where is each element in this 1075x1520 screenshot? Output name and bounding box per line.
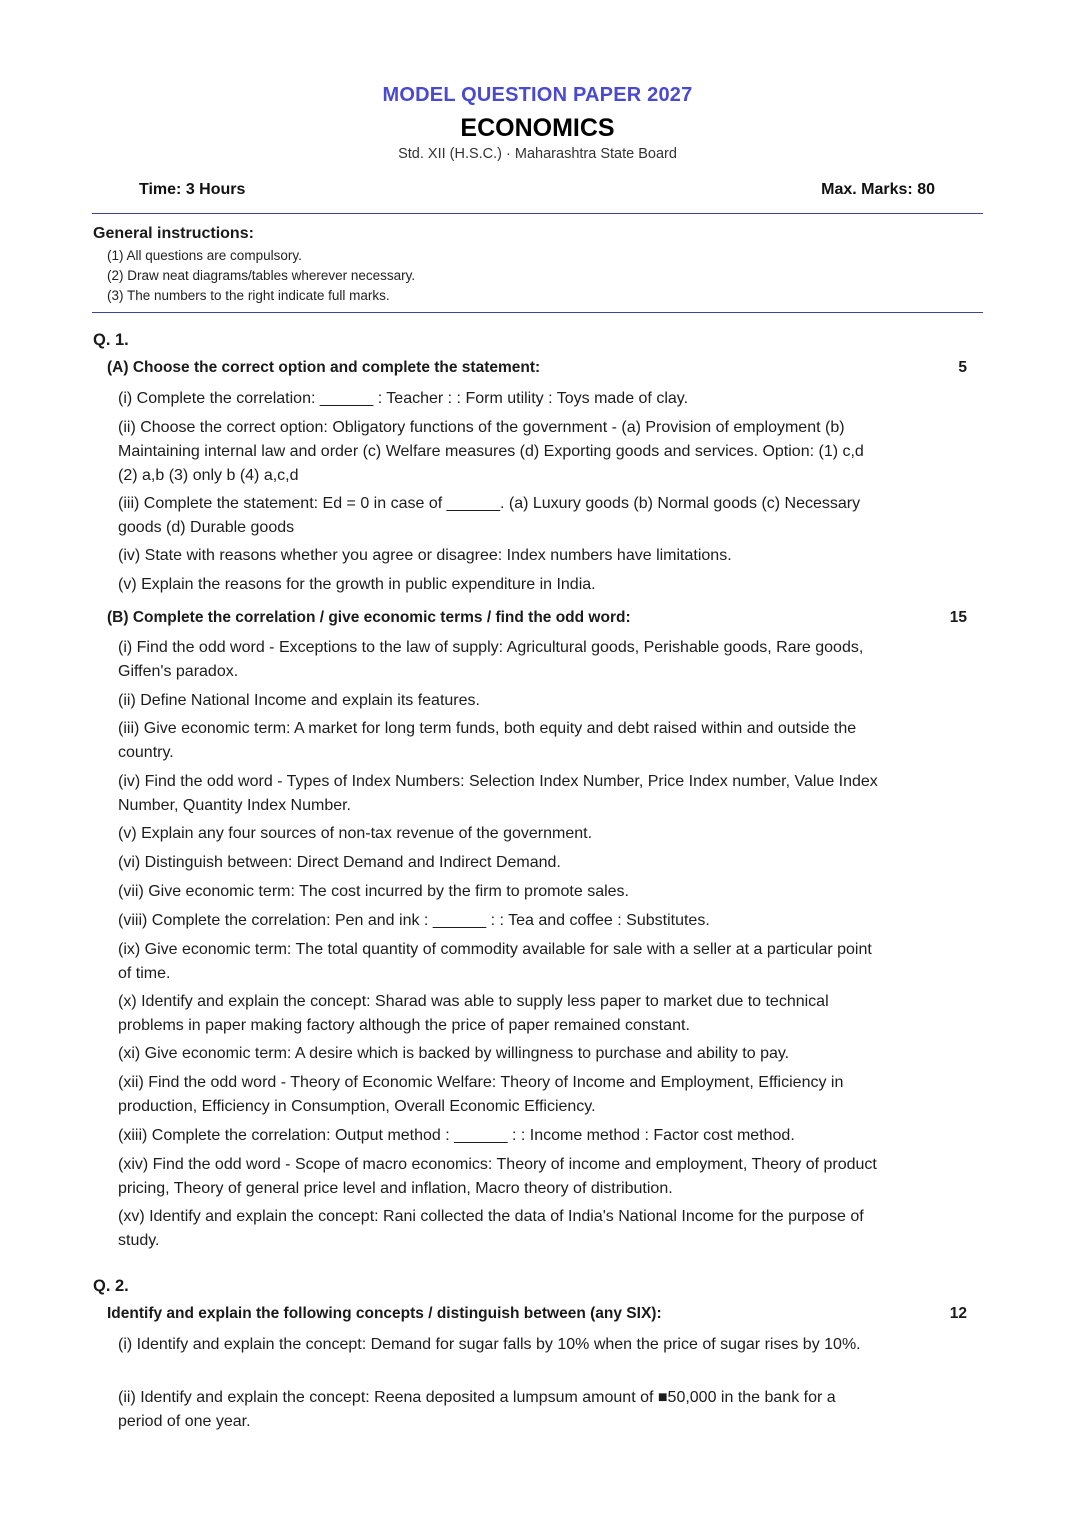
question-item: (vii) Give economic term: The cost incurred by the firm to promote sales. (118, 883, 629, 900)
instruction-item: (2) Draw neat diagrams/tables wherever necessary. (107, 268, 416, 283)
question-2-heading: Identify and explain the following concepts / distinguish between (any SIX): (107, 1305, 662, 1322)
section-a-marks: 5 (958, 359, 967, 376)
question-item: (xiv) Find the odd word - Scope of macro economics: Theory of income and employment, Theory of product pricing, Theory of general price level and inflation, Macro theory of distribution. (118, 1156, 877, 1197)
question-item: (xii) Find the odd word - Theory of Economic Welfare: Theory of Income and Employment, Efficiency in production, Efficiency in Consumption, Overall Economic Efficiency. (118, 1074, 844, 1115)
question-item: (v) Explain any four sources of non-tax revenue of the government. (118, 825, 593, 842)
instruction-item: (3) The numbers to the right indicate full marks. (107, 288, 390, 303)
question-item: (xiii) Complete the correlation: Output method : ______ : : Income method : Factor cost method. (118, 1127, 795, 1144)
question-item: (v) Explain the reasons for the growth in public expenditure in India. (118, 576, 596, 593)
question-item: (i) Find the odd word - Exceptions to the law of supply: Agricultural goods, Perishable goods, Rare goods, Giffen's paradox. (118, 639, 864, 680)
subject-title: ECONOMICS (460, 114, 615, 142)
time-label: Time: 3 Hours (139, 181, 246, 198)
section-b-marks: 15 (949, 609, 967, 626)
question-item: (viii) Complete the correlation: Pen and ink : ______ : : Tea and coffee : Substitutes. (118, 912, 710, 929)
paper-title: MODEL QUESTION PAPER 2027 (382, 84, 693, 106)
question-2-label: Q. 2. (93, 1277, 129, 1295)
question-item: (ii) Choose the correct option: Obligatory functions of the government - (a) Provision of employment (b) Maintaining internal law and order (c) Welfare measures (d) Exporting goods and services. Option: (1) c,d (2) a,b (3) only b (4) a,c,d (118, 419, 864, 484)
question-item: (ii) Define National Income and explain its features. (118, 692, 480, 709)
section-a-heading: (A) Choose the correct option and complete the statement: (107, 359, 541, 376)
question-item: (iv) Find the odd word - Types of Index Numbers: Selection Index Number, Price Index number, Value Index Number, Quantity Index Number. (118, 773, 878, 814)
max-marks-label: Max. Marks: 80 (821, 181, 935, 198)
section-b-heading: (B) Complete the correlation / give economic terms / find the odd word: (107, 609, 631, 626)
instructions-heading: General instructions: (93, 225, 254, 242)
question-item: (x) Identify and explain the concept: Sharad was able to supply less paper to market due to technical problems in paper making factory although the price of paper remained constant. (118, 993, 829, 1034)
instruction-item: (1) All questions are compulsory. (107, 248, 302, 263)
header-divider (92, 213, 983, 214)
question-2-marks: 12 (949, 1305, 967, 1322)
question-item: (xi) Give economic term: A desire which is backed by willingness to purchase and ability to pay. (118, 1045, 790, 1062)
board-subtitle: Std. XII (H.S.C.) · Maharashtra State Board (398, 146, 677, 162)
question-item: (ix) Give economic term: The total quantity of commodity available for sale with a seller at a particular point of time. (118, 941, 872, 982)
question-item: (ii) Identify and explain the concept: Reena deposited a lumpsum amount of ■50,000 in the bank for a period of one year. (118, 1389, 836, 1430)
question-item: (iii) Give economic term: A market for long term funds, both equity and debt raised within and outside the country. (118, 720, 857, 761)
question-item: (xv) Identify and explain the concept: Rani collected the data of India's National Income for the purpose of study. (118, 1208, 864, 1249)
question-item: (vi) Distinguish between: Direct Demand and Indirect Demand. (118, 854, 561, 871)
question-item: (iv) State with reasons whether you agree or disagree: Index numbers have limitations. (118, 547, 732, 564)
question-item: (iii) Complete the statement: Ed = 0 in case of ______. (a) Luxury goods (b) Normal goods (c) Necessary goods (d) Durable goods (118, 495, 861, 536)
instructions-divider (92, 312, 983, 313)
question-item: (i) Complete the correlation: ______ : Teacher : : Form utility : Toys made of clay. (118, 390, 689, 407)
question-item: (i) Identify and explain the concept: Demand for sugar falls by 10% when the price of sugar rises by 10%. (118, 1336, 861, 1353)
question-1-label: Q. 1. (93, 331, 129, 349)
